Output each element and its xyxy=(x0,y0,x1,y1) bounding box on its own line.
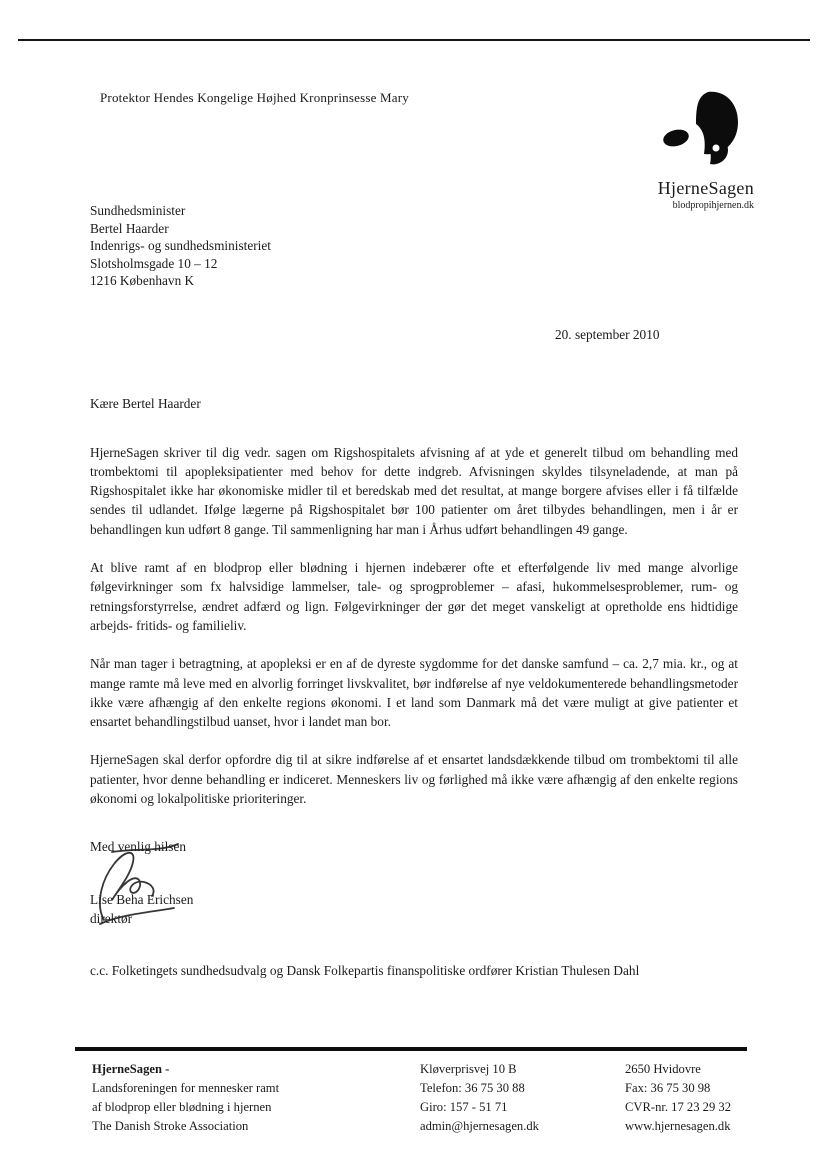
letter-body xyxy=(90,202,738,981)
footer-contact-column xyxy=(420,1060,625,1136)
footer-website: www.hjernesagen.dk xyxy=(625,1119,731,1133)
recipient-line: 1216 København K xyxy=(90,273,195,289)
logo-tagline: blodpropihjernen.dk xyxy=(672,200,754,211)
paragraph: HjerneSagen skriver til dig vedr. sagen om Rigshospitalets afvisning af at yde et generelt tilbud om behandling med trombektomi til apopleksipatienter med behov for dette indgreb. Afvisningen skyldes tilsyneladende, at man på Rigshospitalet ikke har økonomiske midler til et beredskab med det resultat, at mange borgere afvises eller i få tilfælde sendes til udlandet. Ifølge lægerne på Rigshospitalet bør 100 patienter om året tilbydes behandlingen, men i år er behandlingen kun udført 8 gange. Til sammenligning har man i Århus udført behandlingen 49 gange. xyxy=(90,444,738,537)
footer-email: admin@hjernesagen.dk xyxy=(420,1119,539,1133)
protector-line: Protektor Hendes Kongelige Højhed Kronprinsesse Mary xyxy=(100,90,409,105)
closing-line: Med venlig hilsen xyxy=(90,839,187,855)
footer-org-column xyxy=(92,1060,420,1136)
top-scan-rule xyxy=(18,39,810,41)
recipient-line: Indenrigs- og sundhedsministeriet xyxy=(90,238,271,254)
paragraph: HjerneSagen skal derfor opfordre dig til at sikre indførelse af et ensartet landsdækkende tilbud om trombektomi til alle patienter, hvor denne behandling er indiceret. Menneskers liv og førlighed må ikke være afhængig af den enkelte regions økonomi og lokalpolitiske prioriteringer. xyxy=(90,752,738,807)
footer-address-line: Kløverprisvej 10 B xyxy=(420,1062,517,1076)
footer-org-line: af blodprop eller blødning i hjernen xyxy=(92,1100,272,1114)
recipient-line: Bertel Haarder xyxy=(90,220,169,236)
footer-giro-line: Giro: 157 - 51 71 xyxy=(420,1100,508,1114)
letter-date: 20. september 2010 xyxy=(555,326,660,342)
signer-title: direktør xyxy=(90,910,133,926)
paragraph: Når man tager i betragtning, at apopleksi er en af de dyreste sygdomme for det danske samfund – ca. 2,7 mia. kr., og at mange ramte må leve med en alvorlig forringet livskvalitet, bør indførelse af nye veldokumenterede behandlingsmetoder ikke være afhængig af den enkelte regions økonomi. I et land som Danmark må det være muligt at give patienter et ensartet behandlingstilbud uanset, hvor i landet man bor. xyxy=(90,656,738,730)
paragraph: At blive ramt af en blodprop eller blødning i hjernen indebærer ofte et efterfølgende liv med mange alvorlige følgevirkninger som fx halvsidige lammelser, tale- og sprogproblemer – afasi, hukommelsesproblemer, rum- og retningsforstyrrelse, ændret adfærd og lign. Følgevirkninger der gør det meget vanskeligt at opretholde ens hidtidige arbejds- fritids- og familieliv. xyxy=(90,560,738,633)
recipient-line: Slotsholmsgade 10 – 12 xyxy=(90,255,218,271)
footer xyxy=(92,1060,752,1136)
footer-fax-line: Fax: 36 75 30 98 xyxy=(625,1081,711,1095)
footer-city-line: 2650 Hvidovre xyxy=(625,1062,701,1076)
footer-phone-line: Telefon: 36 75 30 88 xyxy=(420,1081,525,1095)
footer-org-name: HjerneSagen - xyxy=(92,1062,170,1076)
cc-line: c.c. Folketingets sundhedsudvalg og Dansk Folkepartis finanspolitiske ordfører Kristian Thulesen Dahl xyxy=(90,963,640,979)
footer-cvr-line: CVR-nr. 17 23 29 32 xyxy=(625,1100,732,1114)
logo xyxy=(624,90,754,211)
salutation: Kære Bertel Haarder xyxy=(90,396,201,412)
hjernesagen-logo-icon xyxy=(656,90,740,176)
signer-name: Lise Beha Erichsen xyxy=(90,891,194,907)
footer-info-column xyxy=(625,1060,752,1136)
recipient-address xyxy=(90,202,738,290)
footer-rule xyxy=(75,1047,747,1051)
footer-org-line: Landsforeningen for mennesker ramt xyxy=(92,1081,280,1095)
logo-name: HjerneSagen xyxy=(657,178,754,198)
footer-org-line: The Danish Stroke Association xyxy=(92,1119,249,1133)
recipient-line: Sundhedsminister xyxy=(90,203,186,218)
